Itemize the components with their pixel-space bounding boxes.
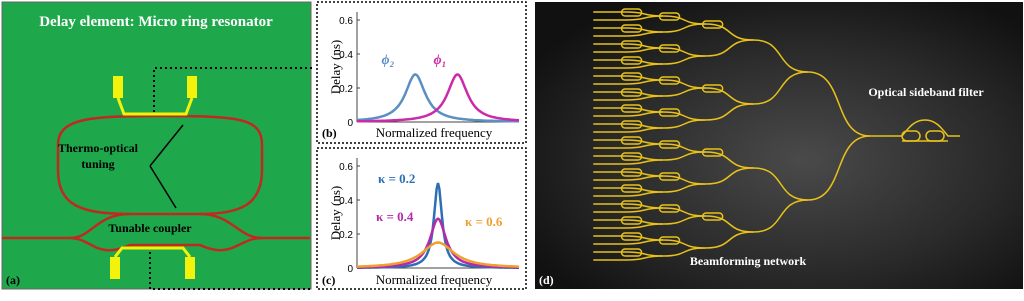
panel-d-letter: (d) [539, 273, 554, 287]
panel-c-ylabel: Delay (ns) [328, 185, 343, 241]
network-label: Beamforming network [689, 254, 807, 268]
panel-b-ytick-2: 0.4 [339, 50, 353, 61]
filter-label: Optical sideband filter [868, 85, 984, 99]
panel-b-ytick-1: 0.2 [339, 84, 353, 95]
heater-pad-bottom-right [185, 257, 195, 279]
thermo-label-line1: Thermo-optical [58, 141, 138, 155]
panel-c-ytick-0: 0 [347, 264, 353, 275]
panel-b-letter: (b) [322, 126, 337, 140]
kappa-06-label: κ = 0.6 [465, 214, 503, 229]
kappa-02-label: κ = 0.2 [378, 171, 416, 186]
heater-pad-top-left [113, 76, 123, 98]
panel-b-xlabel: Normalized frequency [375, 125, 493, 140]
thermo-label-line2: tuning [81, 157, 115, 171]
heater-pad-top-right [187, 76, 197, 98]
panel-b-ytick-0: 0 [347, 118, 353, 129]
heater-pad-bottom-left [110, 257, 120, 279]
panel-b-ytick-3: 0.6 [339, 16, 353, 27]
panel-c-xlabel: Normalized frequency [375, 272, 493, 287]
phi1-label: ϕ₁ [433, 53, 447, 68]
panel-c-ytick-1: 0.2 [339, 230, 353, 241]
panel-b [317, 2, 526, 143]
panel-c-ytick-3: 0.6 [339, 162, 353, 173]
panel-c-ytick-2: 0.4 [339, 196, 353, 207]
panel-d-background [535, 2, 1023, 289]
panel-b-ylabel: Delay (ns) [328, 39, 343, 95]
panel-d [535, 2, 1023, 289]
panel-a-title: Delay element: Micro ring resonator [39, 14, 273, 30]
panel-c-letter: (c) [322, 273, 336, 287]
panel-c [317, 148, 526, 289]
kappa-04-label: κ = 0.4 [376, 209, 414, 224]
panel-a-letter: (a) [6, 273, 20, 287]
panel-a [2, 2, 312, 289]
coupler-label: Tunable coupler [108, 221, 192, 235]
phi2-label: ϕ₂ [381, 53, 395, 68]
